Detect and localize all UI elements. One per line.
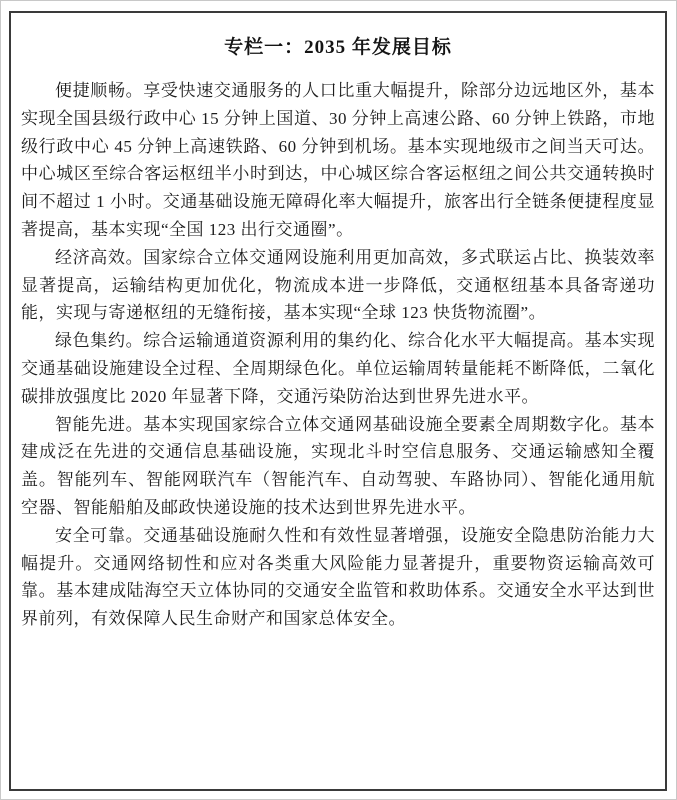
paragraph-convenient-smooth: 便捷顺畅。享受快速交通服务的人口比重大幅提升，除部分边远地区外，基本实现全国县级行政中心 15 分钟上国道、30 分钟上高速公路、60 分钟上铁路，市地级行政中心 45 分钟上高速铁路、60 分钟到机场。基本实现地级市之间当天可达。中心城区至综合客运枢纽半小时到达，中心城区综合客运枢纽之间公共交通转换时间不超过 1 小时。交通基础设施无障碍化率大幅提升，旅客出行全链条便捷程度显著提高，基本实现“全国 123 出行交通圈”。 — [21, 81, 655, 239]
column-box — [9, 11, 667, 791]
paragraph-intelligent-advanced: 智能先进。基本实现国家综合立体交通网基础设施全要素全周期数字化。基本建成泛在先进的交通信息基础设施，实现北斗时空信息服务、交通运输感知全覆盖。智能列车、智能网联汽车（智能汽车、自动驾驶、车路协同）、智能化通用航空器、智能船舶及邮政快递设施的技术达到世界先进水平。 — [21, 414, 655, 517]
paragraph-safe-reliable: 安全可靠。交通基础设施耐久性和有效性显著增强，设施安全隐患防治能力大幅提升。交通网络韧性和应对各类重大风险能力显著提升，重要物资运输高效可靠。基本建成陆海空天立体协同的交通安全监管和救助体系。交通安全水平达到世界前列，有效保障人民生命财产和国家总体安全。 — [21, 525, 655, 629]
paragraph-economic-efficient: 经济高效。国家综合立体交通网设施利用更加高效，多式联运占比、换装效率显著提高，运输结构更加优化，物流成本进一步降低，交通枢纽基本具备寄递功能，实现与寄递枢纽的无缝衔接，基本实现“全球 123 快货物流圈”。 — [21, 247, 655, 323]
box-content — [21, 77, 655, 633]
box-title: 专栏一：2035 年发展目标 — [224, 37, 452, 58]
paragraph-green-intensive: 绿色集约。综合运输通道资源利用的集约化、综合化水平大幅提高。基本实现交通基础设施建设全过程、全周期绿色化。单位运输周转量能耗不断降低，二氧化碳排放强度比 2020 年显著下降，交通污染防治达到世界先进水平。 — [21, 331, 655, 406]
